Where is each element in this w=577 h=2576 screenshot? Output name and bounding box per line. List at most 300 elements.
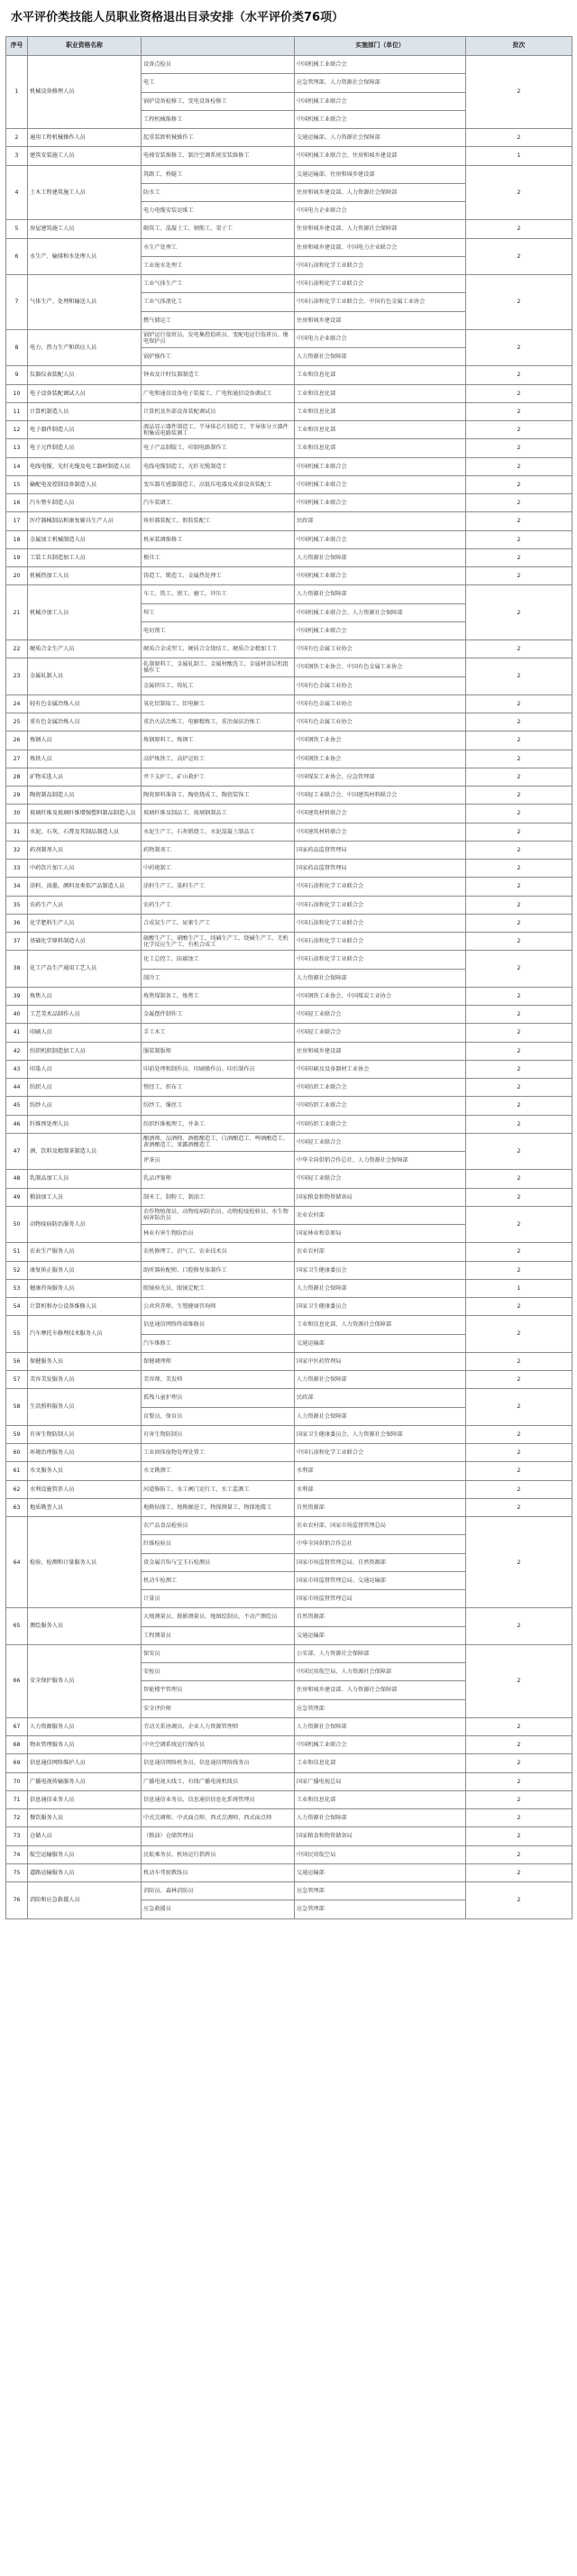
- row-seq: 5: [6, 220, 28, 238]
- row-dept: 住房和城乡建设部、中国电力企业联合会: [295, 238, 466, 256]
- row-seq: 2: [6, 129, 28, 147]
- header-name: 职业资格名称: [28, 37, 142, 56]
- row-subitem: 锅炉设备检修工、变电设备检修工: [142, 92, 295, 110]
- table-row: [6, 1717, 572, 1735]
- row-batch: 2: [466, 329, 572, 366]
- row-seq: 36: [6, 914, 28, 932]
- row-dept: 公安部、人力资源社会保障部: [295, 1644, 466, 1662]
- row-subitem: 应急救援员: [142, 1900, 295, 1918]
- row-name: 电子器件制造人员: [28, 421, 142, 439]
- row-seq: 37: [6, 933, 28, 951]
- row-seq: 13: [6, 439, 28, 457]
- row-dept: 中国机械工业联合会: [295, 567, 466, 585]
- row-subitem: 电切削工: [142, 621, 295, 639]
- row-dept: 应急管理部: [295, 1882, 466, 1900]
- row-subitem: 机床装调维修工: [142, 530, 295, 548]
- table-row: [6, 1371, 572, 1389]
- row-subitem: 信息通信网络机务员、信息通信网络线务员: [142, 1754, 295, 1772]
- row-seq: 44: [6, 1079, 28, 1097]
- row-subitem: 助听器验配师、口腔修复体制作工: [142, 1261, 295, 1279]
- row-seq: 6: [6, 238, 28, 275]
- row-subitem: 高炉炼铁工、高炉运转工: [142, 750, 295, 768]
- table-row: [6, 530, 572, 548]
- row-name: 地质勘查人员: [28, 1498, 142, 1516]
- row-name: 炼钢人员: [28, 731, 142, 750]
- row-name: 化学肥料生产人员: [28, 914, 142, 932]
- row-batch: 2: [466, 1079, 572, 1097]
- row-dept: 工业和信息化部: [295, 402, 466, 420]
- row-batch: 2: [466, 1133, 572, 1170]
- row-subitem: 水泥生产工、石灰煅烧工、水泥混凝土制品工: [142, 823, 295, 841]
- row-dept: 人力资源社会保障部: [295, 585, 466, 603]
- row-seq: 22: [6, 640, 28, 658]
- row-name: 轻有色金属冶炼人员: [28, 695, 142, 713]
- row-subitem: 重冶火法冶炼工、电解精炼工、重冶湿法冶炼工: [142, 713, 295, 731]
- row-subitem: 工业废水处理工: [142, 256, 295, 274]
- row-dept: 工业和信息化部: [295, 366, 466, 384]
- row-name: 仓储人员: [28, 1827, 142, 1845]
- row-dept: 中华全国供销合作总社: [295, 1535, 466, 1553]
- table-row: [6, 56, 572, 74]
- row-name: 人力资源服务人员: [28, 1717, 142, 1735]
- row-batch: 2: [466, 841, 572, 859]
- row-seq: 40: [6, 1006, 28, 1024]
- row-subitem: 计算机及外部设备装配调试员: [142, 402, 295, 420]
- table-row: [6, 1882, 572, 1900]
- row-name: 计算机和办公设备维修人员: [28, 1298, 142, 1316]
- row-batch: 2: [466, 1498, 572, 1516]
- row-name: 金属加工机械制造人员: [28, 530, 142, 548]
- row-subitem: （粮油）仓储管理员: [142, 1827, 295, 1845]
- row-name: 建筑安装施工人员: [28, 147, 142, 165]
- row-dept: 人力资源社会保障部: [295, 969, 466, 987]
- row-subitem: 劳动关系协调员、企业人力资源管理师: [142, 1717, 295, 1735]
- row-batch: 2: [466, 1845, 572, 1863]
- row-name: 玻璃纤维及玻璃纤维增强塑料制品制造人员: [28, 805, 142, 823]
- row-name: 纺织人员: [28, 1079, 142, 1097]
- table-row: [6, 1480, 572, 1498]
- row-seq: 70: [6, 1772, 28, 1790]
- table-row: [6, 439, 572, 457]
- row-name: 中药饮片加工人员: [28, 860, 142, 878]
- row-name: 水利设施管养人员: [28, 1480, 142, 1498]
- table-row: [6, 1115, 572, 1133]
- row-subitem: 制冷工: [142, 969, 295, 987]
- table-row: [6, 1042, 572, 1060]
- table-row: [6, 987, 572, 1005]
- row-seq: 53: [6, 1279, 28, 1297]
- row-name: 纺纱人员: [28, 1097, 142, 1115]
- row-batch: 2: [466, 220, 572, 238]
- row-dept: 交通运输部、住房和城乡建设部: [295, 165, 466, 183]
- row-subitem: 玻璃纤维及制品工、玻璃钢制品工: [142, 805, 295, 823]
- row-name: 印染人员: [28, 1060, 142, 1078]
- table-row: [6, 1790, 572, 1808]
- row-subitem: 模具工: [142, 548, 295, 566]
- row-seq: 26: [6, 731, 28, 750]
- row-subitem: 纺纱工、缫丝工: [142, 1097, 295, 1115]
- row-subitem: 印前处理和制作员、印刷操作员、印后制作员: [142, 1060, 295, 1078]
- row-dept: 中国纺织工业联合会: [295, 1115, 466, 1133]
- row-name: 农业生产服务人员: [28, 1243, 142, 1261]
- table-row: [6, 1754, 572, 1772]
- row-subitem: 炼焦煤制备工、炼焦工: [142, 987, 295, 1005]
- table-row: [6, 951, 572, 969]
- row-batch: 2: [466, 512, 572, 530]
- row-batch: 2: [466, 1644, 572, 1717]
- row-name: 机械热加工人员: [28, 567, 142, 585]
- row-batch: 2: [466, 713, 572, 731]
- row-seq: 38: [6, 951, 28, 988]
- row-dept: 工业和信息化部: [295, 1790, 466, 1808]
- row-subitem: 广电和通信设备电子装接工、广电和通信设备调试工: [142, 384, 295, 402]
- row-dept: 中国轻工业联合会: [295, 1133, 466, 1151]
- table-row: [6, 494, 572, 512]
- row-batch: 2: [466, 1188, 572, 1206]
- row-subitem: 涂料生产工、染料生产工: [142, 878, 295, 896]
- row-batch: 2: [466, 1736, 572, 1754]
- table-row: [6, 658, 572, 676]
- table-row: [6, 1170, 572, 1188]
- table-body: [6, 56, 572, 1919]
- row-dept: 应急管理部: [295, 1900, 466, 1918]
- row-dept: 中国有色金属工业协会: [295, 695, 466, 713]
- row-dept: 中国机械工业联合会、人力资源社会保障部: [295, 603, 466, 621]
- row-name: 电子元件制造人员: [28, 439, 142, 457]
- table-row: [6, 585, 572, 603]
- row-subitem: 汽车维修工: [142, 1334, 295, 1352]
- row-seq: 7: [6, 275, 28, 330]
- row-name: 健康咨询服务人员: [28, 1279, 142, 1297]
- row-subitem: 农产品食品检验员: [142, 1517, 295, 1535]
- row-batch: 2: [466, 1790, 572, 1808]
- row-subitem: 安检员: [142, 1663, 295, 1681]
- row-dept: 中国煤炭工业协会、应急管理部: [295, 768, 466, 786]
- row-name: 生活照料服务人员: [28, 1389, 142, 1426]
- row-dept: 国家中医药管理局: [295, 1352, 466, 1370]
- row-seq: 24: [6, 695, 28, 713]
- row-seq: 55: [6, 1316, 28, 1353]
- table-row: [6, 366, 572, 384]
- row-name: 保健服务人员: [28, 1352, 142, 1370]
- row-seq: 50: [6, 1206, 28, 1243]
- row-dept: 人力资源社会保障部: [295, 1809, 466, 1827]
- row-name: 安全保护服务人员: [28, 1644, 142, 1717]
- row-seq: 52: [6, 1261, 28, 1279]
- row-subitem: 炼钢原料工、炼钢工: [142, 731, 295, 750]
- table-row: [6, 878, 572, 896]
- row-dept: 民政部: [295, 1389, 466, 1407]
- row-subitem: 手工木工: [142, 1024, 295, 1042]
- row-seq: 64: [6, 1517, 28, 1608]
- row-batch: 2: [466, 238, 572, 275]
- row-name: 矿物采选人员: [28, 768, 142, 786]
- table-row: [6, 1298, 572, 1316]
- row-batch: 2: [466, 1298, 572, 1316]
- row-seq: 42: [6, 1042, 28, 1060]
- row-name: 物业管理服务人员: [28, 1736, 142, 1754]
- row-dept: 中国机械工业联合会: [295, 92, 466, 110]
- row-subitem: 安全评价师: [142, 1699, 295, 1717]
- row-subitem: 液晶显示器件制造工、半导体芯片制造工、半导体分立器件和集成电路装调工: [142, 421, 295, 439]
- row-subitem: 贵金属首饰与宝玉石检测员: [142, 1553, 295, 1571]
- row-name: 医疗器械制品和康复辅具生产人员: [28, 512, 142, 530]
- row-subitem: 制米工、制粉工、制油工: [142, 1188, 295, 1206]
- row-batch: 2: [466, 275, 572, 330]
- row-subitem: 评茶员: [142, 1152, 295, 1170]
- row-subitem: 民航乘务员、机场运行指挥员: [142, 1845, 295, 1863]
- row-subitem: 电线电缆制造工、光纤光缆制造工: [142, 457, 295, 475]
- table-row: [6, 1261, 572, 1279]
- row-subitem: 电梯安装维修工、制冷空调系统安装维修工: [142, 147, 295, 165]
- row-batch: 2: [466, 1882, 572, 1919]
- row-seq: 28: [6, 768, 28, 786]
- table-row: [6, 1279, 572, 1297]
- row-dept: 国家市场监督管理总局、自然资源部: [295, 1553, 466, 1571]
- row-dept: 国家粮食和物资储备局: [295, 1188, 466, 1206]
- row-subitem: 林业有害生物防治员: [142, 1225, 295, 1243]
- table-row: [6, 1024, 572, 1042]
- row-name: 汽车摩托车修理技术服务人员: [28, 1316, 142, 1353]
- table-row: [6, 823, 572, 841]
- row-subitem: 大地测量员、摄影测量员、地图绘制员、不动产测绘员: [142, 1608, 295, 1626]
- row-seq: 62: [6, 1480, 28, 1498]
- table-row: [6, 1498, 572, 1516]
- row-dept: 农业农村部、国家市场监督管理总局: [295, 1517, 466, 1535]
- row-batch: 2: [466, 1863, 572, 1881]
- row-name: 水泥、石灰、石膏及其制品制造人员: [28, 823, 142, 841]
- row-seq: 3: [6, 147, 28, 165]
- row-subitem: 农药生产工: [142, 896, 295, 914]
- table-row: [6, 1079, 572, 1097]
- table-row: [6, 129, 572, 147]
- row-seq: 49: [6, 1188, 28, 1206]
- row-dept: 住房和城乡建设部、人力资源社会保障部: [295, 1681, 466, 1699]
- row-dept: 中国机械工业联合会: [295, 530, 466, 548]
- row-name: 电力、热力生产和供应人员: [28, 329, 142, 366]
- header-dept: 实施部门（单位）: [295, 37, 466, 56]
- row-name: 炼铁人员: [28, 750, 142, 768]
- row-seq: 11: [6, 402, 28, 420]
- row-subitem: 工程测量员: [142, 1626, 295, 1644]
- row-dept: 中国石油和化学工业联合会: [295, 1444, 466, 1462]
- row-seq: 17: [6, 512, 28, 530]
- table-row: [6, 933, 572, 951]
- row-dept: 国家林业和草原局: [295, 1225, 466, 1243]
- row-dept: 自然资源部: [295, 1608, 466, 1626]
- row-seq: 10: [6, 384, 28, 402]
- table-row: [6, 713, 572, 731]
- row-subitem: 筑路工、桥隧工: [142, 165, 295, 183]
- row-batch: 2: [466, 384, 572, 402]
- row-subitem: 水生产处理工: [142, 238, 295, 256]
- row-batch: 2: [466, 129, 572, 147]
- header-seq: 序号: [6, 37, 28, 56]
- row-dept: 中国民用航空局、人力资源社会保障部: [295, 1663, 466, 1681]
- row-seq: 48: [6, 1170, 28, 1188]
- row-dept: 中国石油和化学工业联合会: [295, 914, 466, 932]
- row-subitem: 纺织纤维梳理工、并条工: [142, 1115, 295, 1133]
- row-subitem: 氧化铝制取工、铝电解工: [142, 695, 295, 713]
- row-name: 环境治理服务人员: [28, 1444, 142, 1462]
- row-subitem: 药物制剂工: [142, 841, 295, 859]
- row-subitem: 眼镜验光员、眼镜定配工: [142, 1279, 295, 1297]
- row-subitem: 焊工: [142, 603, 295, 621]
- row-name: 餐饮服务人员: [28, 1809, 142, 1827]
- row-dept: 自然资源部: [295, 1498, 466, 1516]
- row-name: 信息通信网络维护人员: [28, 1754, 142, 1772]
- table-row: [6, 1133, 572, 1151]
- row-subitem: 机动车检测工: [142, 1571, 295, 1589]
- row-dept: 应急管理部: [295, 1699, 466, 1717]
- row-subitem: 汽车装调工: [142, 494, 295, 512]
- row-seq: 58: [6, 1389, 28, 1426]
- row-batch: 2: [466, 402, 572, 420]
- row-seq: 59: [6, 1425, 28, 1443]
- row-name: 房屋建筑施工人员: [28, 220, 142, 238]
- header-batch: 批次: [466, 37, 572, 56]
- row-dept: 中国有色金属工业协会: [295, 640, 466, 658]
- row-name: 广播电视传输服务人员: [28, 1772, 142, 1790]
- row-dept: 中国钢铁工业协会: [295, 750, 466, 768]
- row-dept: 工业和信息化部: [295, 1754, 466, 1772]
- row-subitem: 育婴员、保育员: [142, 1407, 295, 1425]
- table-row: [6, 896, 572, 914]
- page-title: 水平评价类技能人员职业资格退出目录安排（水平评价类76项）: [11, 11, 344, 24]
- row-name: 消防和应急救援人员: [28, 1882, 142, 1919]
- row-subitem: 硫酸生产工、硝酸生产工、纯碱生产工、烧碱生产工、无机化学反应生产工、有机合成工: [142, 933, 295, 951]
- row-subitem: 信息通信业务员、信息通信信息化系统管理员: [142, 1790, 295, 1808]
- row-subitem: 公共营养师、生殖健康咨询师: [142, 1298, 295, 1316]
- row-dept: 工业和信息化部: [295, 421, 466, 439]
- row-dept: 中国电力企业联合会: [295, 329, 466, 347]
- table-row: [6, 548, 572, 566]
- row-name: 机械冷加工人员: [28, 585, 142, 640]
- row-subitem: 锅炉操作工: [142, 348, 295, 366]
- row-batch: 2: [466, 1261, 572, 1279]
- row-batch: 2: [466, 731, 572, 750]
- row-dept: 水利部: [295, 1480, 466, 1498]
- row-dept: 中国建筑材料联合会: [295, 823, 466, 841]
- row-dept: 中国机械工业联合会: [295, 494, 466, 512]
- row-dept: 中国石油和化学工业联合会: [295, 275, 466, 293]
- table-row: [6, 238, 572, 256]
- row-subitem: 化工总控工、防腐蚀工: [142, 951, 295, 969]
- row-seq: 30: [6, 805, 28, 823]
- row-batch: 2: [466, 1754, 572, 1772]
- row-batch: 2: [466, 805, 572, 823]
- row-seq: 4: [6, 165, 28, 220]
- row-batch: 2: [466, 1316, 572, 1353]
- row-dept: 交通运输部: [295, 1334, 466, 1352]
- row-name: 陶瓷制品制造人员: [28, 787, 142, 805]
- row-dept: 中国建筑材料联合会: [295, 805, 466, 823]
- table-row: [6, 147, 572, 165]
- table-row: [6, 1863, 572, 1881]
- row-name: 乳制品加工人员: [28, 1170, 142, 1188]
- row-batch: 2: [466, 878, 572, 896]
- row-batch: 2: [466, 1371, 572, 1389]
- row-subitem: 钟表及计时仪器制造工: [142, 366, 295, 384]
- row-dept: 中国钢铁工业协会、中国煤炭工业协会: [295, 987, 466, 1005]
- row-subitem: 保健调理师: [142, 1352, 295, 1370]
- row-batch: 2: [466, 1425, 572, 1443]
- row-name: 农药生产人员: [28, 896, 142, 914]
- row-seq: 41: [6, 1024, 28, 1042]
- row-subitem: 矫形器装配工、假肢装配工: [142, 512, 295, 530]
- row-batch: 2: [466, 1809, 572, 1827]
- table-row: [6, 275, 572, 293]
- row-subitem: 孤残儿童护理员: [142, 1389, 295, 1407]
- row-seq: 68: [6, 1736, 28, 1754]
- row-subitem: 砌筑工、混凝土工、钢筋工、架子工: [142, 220, 295, 238]
- row-dept: 人力资源社会保障部: [295, 1717, 466, 1735]
- row-dept: 中国轻工业联合会: [295, 1170, 466, 1188]
- row-dept: 中国石油和化学工业联合会: [295, 933, 466, 951]
- row-seq: 51: [6, 1243, 28, 1261]
- row-seq: 14: [6, 457, 28, 475]
- row-dept: 中国印刷及设备器材工业协会: [295, 1060, 466, 1078]
- row-subitem: 美容师、美发师: [142, 1371, 295, 1389]
- row-subitem: 变压器互感器制造工、高低压电器及成套设备装配工: [142, 475, 295, 493]
- row-name: 化工产品生产通用工艺人员: [28, 951, 142, 988]
- row-subitem: 合成氨生产工、尿素生产工: [142, 914, 295, 932]
- table-header: [6, 37, 572, 56]
- row-dept: 住房和城乡建设部: [295, 1042, 466, 1060]
- row-seq: 54: [6, 1298, 28, 1316]
- row-subitem: 陶瓷原料准备工、陶瓷烧成工、陶瓷装饰工: [142, 787, 295, 805]
- row-seq: 21: [6, 585, 28, 640]
- row-subitem: 硬质合金成型工、硬质合金烧结工、硬质合金精加工工: [142, 640, 295, 658]
- row-name: 纤维预处理人员: [28, 1115, 142, 1133]
- row-batch: 2: [466, 439, 572, 457]
- table-row: [6, 695, 572, 713]
- row-subitem: 金属挤压工、铸轧工: [142, 676, 295, 695]
- row-seq: 61: [6, 1462, 28, 1480]
- table-row: [6, 1060, 572, 1078]
- row-seq: 43: [6, 1060, 28, 1078]
- row-subitem: 农机修理工、沼气工、农业技术员: [142, 1243, 295, 1261]
- table-row: [6, 402, 572, 420]
- table-row: [6, 512, 572, 530]
- row-subitem: 有害生物防制员: [142, 1425, 295, 1443]
- row-batch: 2: [466, 1243, 572, 1261]
- row-batch: 2: [466, 475, 572, 493]
- row-seq: 34: [6, 878, 28, 896]
- row-seq: 29: [6, 787, 28, 805]
- row-name: 气体生产、处理和输送人员: [28, 275, 142, 330]
- table-row: [6, 1316, 572, 1334]
- row-subitem: 防水工: [142, 183, 295, 201]
- row-seq: 16: [6, 494, 28, 512]
- header-row: [6, 37, 572, 56]
- header-sub: [142, 37, 295, 56]
- table-row: [6, 1188, 572, 1206]
- row-subitem: 工程机械维修工: [142, 110, 295, 128]
- row-seq: 33: [6, 860, 28, 878]
- row-batch: 2: [466, 750, 572, 768]
- row-batch: 2: [466, 1206, 572, 1243]
- row-dept: 人力资源社会保障部: [295, 548, 466, 566]
- row-name: 仪器仪表装配人员: [28, 366, 142, 384]
- row-batch: 2: [466, 1517, 572, 1608]
- row-batch: 2: [466, 951, 572, 988]
- row-dept: 中华全国供销合作总社、人力资源社会保障部: [295, 1152, 466, 1170]
- table-row: [6, 165, 572, 183]
- table-row: [6, 1772, 572, 1790]
- row-name: 印刷人员: [28, 1024, 142, 1042]
- row-name: 计算机制造人员: [28, 402, 142, 420]
